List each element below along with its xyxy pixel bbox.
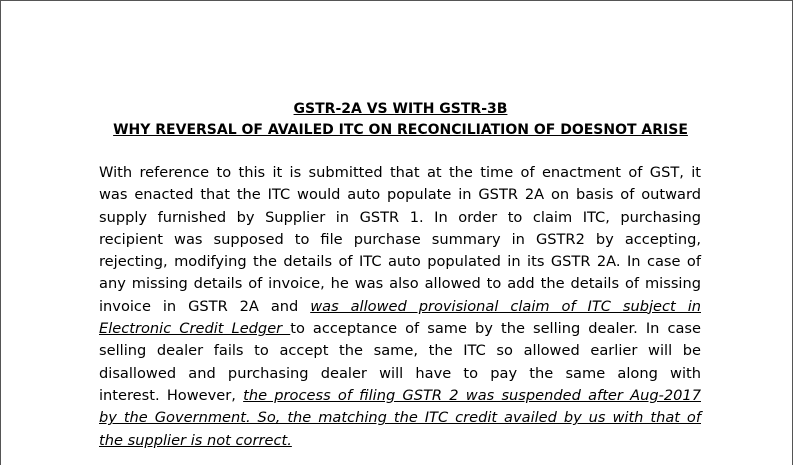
- paragraph-line: any missing details of invoice, he was also allowed to add the details of missing: [99, 275, 701, 293]
- paragraph-line: With reference to this it is submitted that at the time of enactment of GST, it: [99, 164, 701, 181]
- paragraph-line: was enacted that the ITC would auto populate in GSTR 2A on basis of outward: [99, 186, 701, 204]
- plain-text: interest. However,: [99, 386, 244, 404]
- paragraph-line: rejecting, modifying the details of ITC auto populated in its GSTR 2A. In case of: [99, 253, 701, 271]
- plain-text: invoice in GSTR 2A and: [99, 297, 311, 315]
- paragraph-line: recipient was supposed to file purchase summary in GSTR2 by accepting,: [99, 230, 701, 248]
- paragraph-line: selling dealer fails to accept the same, the ITC so allowed earlier will be: [99, 342, 701, 360]
- paragraph-line: [99, 385, 701, 407]
- body-paragraph: [99, 162, 701, 452]
- paragraph-line: [99, 407, 701, 429]
- plain-text: to acceptance of same by the selling dealer. In case: [290, 320, 701, 338]
- document-title: GSTR-2A VS WITH GSTR-3B: [293, 101, 508, 117]
- heading-block: [1, 99, 793, 141]
- underlined-text: Electronic Credit Ledger: [99, 320, 291, 338]
- paragraph-line: [99, 430, 701, 452]
- underlined-text: the process of filing GSTR 2 was suspended after Aug-2017: [243, 386, 701, 404]
- paragraph-line: [99, 318, 701, 340]
- underlined-text: the supplier is not correct.: [99, 431, 292, 449]
- paragraph-line: disallowed and purchasing dealer will have to pay the same along with: [99, 364, 701, 382]
- underlined-text: was allowed provisional claim of ITC subject in: [310, 297, 701, 315]
- document-subtitle: WHY REVERSAL OF AVAILED ITC ON RECONCILIATION OF DOESNOT ARISE: [113, 122, 688, 138]
- paragraph-line: supply furnished by Supplier in GSTR 1. In order to claim ITC, purchasing: [99, 208, 701, 226]
- paragraph-line: [99, 296, 701, 318]
- underlined-text: by the Government. So, the matching the ITC credit availed by us with that of: [99, 409, 701, 427]
